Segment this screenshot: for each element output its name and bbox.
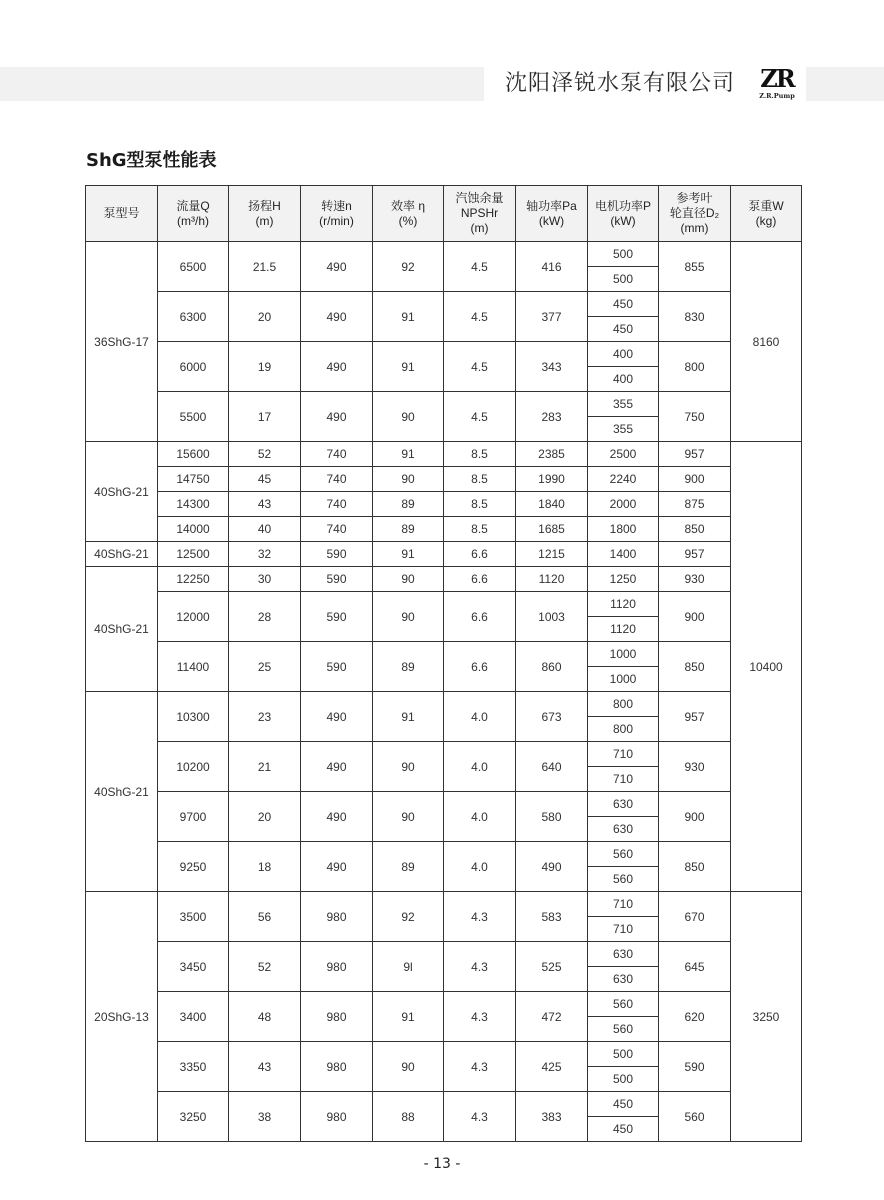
speed-cell: 980 (301, 1042, 373, 1092)
table-row (86, 242, 802, 267)
company-logo (755, 66, 799, 108)
model-cell: 40ShG-21 (86, 567, 158, 692)
shaft-power-cell: 490 (516, 842, 588, 892)
column-header (444, 186, 516, 242)
header-band-right (806, 67, 884, 101)
flow-cell: 3400 (158, 992, 229, 1042)
flow-cell: 3500 (158, 892, 229, 942)
shaft-power-cell: 377 (516, 292, 588, 342)
efficiency-cell: 91 (373, 992, 444, 1042)
table-row (86, 567, 802, 592)
column-header-text: 电机功率P (594, 198, 651, 213)
head-cell: 43 (229, 1042, 301, 1092)
npshr-cell: 4.3 (444, 892, 516, 942)
table-row (86, 992, 802, 1017)
column-header-text: 转速n (321, 198, 352, 213)
model-cell: 40ShG-21 (86, 542, 158, 567)
table-header-row (86, 186, 802, 242)
motor-power-cell: 450 (588, 1092, 659, 1117)
table-row (86, 1042, 802, 1067)
motor-power-cell: 800 (588, 717, 659, 742)
head-cell: 28 (229, 592, 301, 642)
flow-cell: 3350 (158, 1042, 229, 1092)
flow-cell: 9250 (158, 842, 229, 892)
speed-cell: 980 (301, 992, 373, 1042)
efficiency-cell: 88 (373, 1092, 444, 1142)
column-header-text: (%) (398, 213, 418, 228)
efficiency-cell: 9l (373, 942, 444, 992)
flow-cell: 11400 (158, 642, 229, 692)
column-header (301, 186, 373, 242)
impeller-diameter-cell: 850 (659, 517, 731, 542)
head-cell: 38 (229, 1092, 301, 1142)
head-cell: 45 (229, 467, 301, 492)
head-cell: 30 (229, 567, 301, 592)
efficiency-cell: 90 (373, 792, 444, 842)
motor-power-cell: 710 (588, 917, 659, 942)
impeller-diameter-cell: 957 (659, 692, 731, 742)
table-row (86, 642, 802, 667)
speed-cell: 590 (301, 592, 373, 642)
shaft-power-cell: 1215 (516, 542, 588, 567)
flow-cell: 6000 (158, 342, 229, 392)
motor-power-cell: 1000 (588, 667, 659, 692)
speed-cell: 490 (301, 242, 373, 292)
motor-power-cell: 1400 (588, 542, 659, 567)
column-header-text: (kW) (538, 213, 565, 228)
logo-subtitle: Z.R.Pump (759, 92, 795, 100)
motor-power-cell: 2240 (588, 467, 659, 492)
column-header (516, 186, 588, 242)
motor-power-cell: 710 (588, 767, 659, 792)
column-header-text: 轴功率Pa (526, 198, 577, 213)
shaft-power-cell: 640 (516, 742, 588, 792)
logo-mark: ZR (760, 64, 794, 93)
npshr-cell: 8.5 (444, 442, 516, 467)
head-cell: 23 (229, 692, 301, 742)
efficiency-cell: 92 (373, 892, 444, 942)
speed-cell: 980 (301, 1092, 373, 1142)
shaft-power-cell: 416 (516, 242, 588, 292)
motor-power-cell: 1250 (588, 567, 659, 592)
npshr-cell: 6.6 (444, 592, 516, 642)
speed-cell: 490 (301, 742, 373, 792)
table-row (86, 392, 802, 417)
head-cell: 17 (229, 392, 301, 442)
motor-power-cell: 355 (588, 392, 659, 417)
table-row (86, 442, 802, 467)
npshr-cell: 4.3 (444, 1042, 516, 1092)
column-header-text: 效率 η (390, 198, 425, 213)
npshr-cell: 8.5 (444, 517, 516, 542)
shaft-power-cell: 583 (516, 892, 588, 942)
npshr-cell: 8.5 (444, 467, 516, 492)
motor-power-cell: 1120 (588, 592, 659, 617)
impeller-diameter-cell: 670 (659, 892, 731, 942)
npshr-cell: 6.6 (444, 542, 516, 567)
npshr-cell: 4.0 (444, 792, 516, 842)
motor-power-cell: 710 (588, 742, 659, 767)
flow-cell: 6300 (158, 292, 229, 342)
header-band-left (0, 67, 484, 101)
column-header-text: (kg) (755, 213, 777, 228)
motor-power-cell: 630 (588, 817, 659, 842)
motor-power-cell: 710 (588, 892, 659, 917)
efficiency-cell: 91 (373, 342, 444, 392)
efficiency-cell: 90 (373, 592, 444, 642)
motor-power-cell: 500 (588, 1067, 659, 1092)
motor-power-cell: 1120 (588, 617, 659, 642)
head-cell: 21 (229, 742, 301, 792)
efficiency-cell: 91 (373, 442, 444, 467)
flow-cell: 10300 (158, 692, 229, 742)
table-row (86, 467, 802, 492)
flow-cell: 3450 (158, 942, 229, 992)
motor-power-cell: 1000 (588, 642, 659, 667)
column-header-text: 汽蚀余量 (455, 191, 504, 205)
column-header (158, 186, 229, 242)
impeller-diameter-cell: 855 (659, 242, 731, 292)
model-cell: 20ShG-13 (86, 892, 158, 1142)
npshr-cell: 6.6 (444, 567, 516, 592)
table-row (86, 492, 802, 517)
column-header-text: 轮直径D₂ (669, 206, 720, 220)
head-cell: 52 (229, 942, 301, 992)
flow-cell: 12250 (158, 567, 229, 592)
column-header-text: 扬程H (248, 198, 281, 213)
column-header (731, 186, 802, 242)
head-cell: 43 (229, 492, 301, 517)
motor-power-cell: 800 (588, 692, 659, 717)
efficiency-cell: 89 (373, 642, 444, 692)
shaft-power-cell: 1003 (516, 592, 588, 642)
motor-power-cell: 630 (588, 942, 659, 967)
flow-cell: 10200 (158, 742, 229, 792)
flow-cell: 6500 (158, 242, 229, 292)
npshr-cell: 6.6 (444, 642, 516, 692)
head-cell: 48 (229, 992, 301, 1042)
motor-power-cell: 400 (588, 342, 659, 367)
efficiency-cell: 89 (373, 842, 444, 892)
column-header (659, 186, 731, 242)
shaft-power-cell: 525 (516, 942, 588, 992)
motor-power-cell: 560 (588, 842, 659, 867)
motor-power-cell: 450 (588, 317, 659, 342)
column-header (229, 186, 301, 242)
flow-cell: 14000 (158, 517, 229, 542)
motor-power-cell: 450 (588, 292, 659, 317)
column-header-text: (m) (470, 221, 489, 235)
flow-cell: 14300 (158, 492, 229, 517)
motor-power-cell: 2000 (588, 492, 659, 517)
npshr-cell: 4.0 (444, 842, 516, 892)
motor-power-cell: 560 (588, 867, 659, 892)
shaft-power-cell: 673 (516, 692, 588, 742)
shaft-power-cell: 860 (516, 642, 588, 692)
head-cell: 32 (229, 542, 301, 567)
flow-cell: 3250 (158, 1092, 229, 1142)
motor-power-cell: 630 (588, 967, 659, 992)
table-row (86, 542, 802, 567)
speed-cell: 490 (301, 792, 373, 842)
npshr-cell: 4.5 (444, 242, 516, 292)
head-cell: 18 (229, 842, 301, 892)
npshr-cell: 4.3 (444, 1092, 516, 1142)
speed-cell: 590 (301, 642, 373, 692)
efficiency-cell: 89 (373, 517, 444, 542)
npshr-cell: 4.5 (444, 392, 516, 442)
company-name: 沈阳泽锐水泵有限公司 (505, 71, 736, 96)
column-header-text: 泵型号 (103, 206, 140, 220)
model-cell: 40ShG-21 (86, 442, 158, 542)
speed-cell: 490 (301, 692, 373, 742)
table-row (86, 842, 802, 867)
speed-cell: 590 (301, 542, 373, 567)
weight-cell: 10400 (731, 442, 802, 892)
impeller-diameter-cell: 830 (659, 292, 731, 342)
flow-cell: 12000 (158, 592, 229, 642)
shaft-power-cell: 1840 (516, 492, 588, 517)
speed-cell: 740 (301, 517, 373, 542)
motor-power-cell: 400 (588, 367, 659, 392)
head-cell: 20 (229, 792, 301, 842)
motor-power-cell: 500 (588, 242, 659, 267)
model-cell: 40ShG-21 (86, 692, 158, 892)
head-cell: 56 (229, 892, 301, 942)
efficiency-cell: 90 (373, 392, 444, 442)
impeller-diameter-cell: 620 (659, 992, 731, 1042)
motor-power-cell: 630 (588, 792, 659, 817)
shaft-power-cell: 1120 (516, 567, 588, 592)
npshr-cell: 4.3 (444, 992, 516, 1042)
shaft-power-cell: 2385 (516, 442, 588, 467)
head-cell: 19 (229, 342, 301, 392)
motor-power-cell: 500 (588, 1042, 659, 1067)
column-header-text: (m³/h) (177, 213, 209, 228)
shaft-power-cell: 343 (516, 342, 588, 392)
impeller-diameter-cell: 930 (659, 567, 731, 592)
impeller-diameter-cell: 957 (659, 442, 731, 467)
table-row (86, 942, 802, 967)
efficiency-cell: 89 (373, 492, 444, 517)
speed-cell: 740 (301, 442, 373, 467)
head-cell: 25 (229, 642, 301, 692)
speed-cell: 980 (301, 892, 373, 942)
efficiency-cell: 92 (373, 242, 444, 292)
impeller-diameter-cell: 900 (659, 467, 731, 492)
column-header-text: 参考叶 (676, 191, 713, 205)
npshr-cell: 8.5 (444, 492, 516, 517)
impeller-diameter-cell: 645 (659, 942, 731, 992)
column-header (588, 186, 659, 242)
table-body (86, 242, 802, 1142)
npshr-cell: 4.0 (444, 692, 516, 742)
column-header-text: NPSHr (460, 206, 499, 220)
table-row (86, 792, 802, 817)
table-row (86, 892, 802, 917)
shaft-power-cell: 472 (516, 992, 588, 1042)
speed-cell: 490 (301, 292, 373, 342)
table-row (86, 592, 802, 617)
speed-cell: 980 (301, 942, 373, 992)
impeller-diameter-cell: 850 (659, 642, 731, 692)
speed-cell: 490 (301, 342, 373, 392)
efficiency-cell: 91 (373, 692, 444, 742)
motor-power-cell: 560 (588, 992, 659, 1017)
efficiency-cell: 90 (373, 467, 444, 492)
speed-cell: 590 (301, 567, 373, 592)
npshr-cell: 4.5 (444, 342, 516, 392)
table-row (86, 692, 802, 717)
efficiency-cell: 91 (373, 292, 444, 342)
impeller-diameter-cell: 590 (659, 1042, 731, 1092)
weight-cell: 8160 (731, 242, 802, 442)
page-number: - 13 - (423, 1156, 461, 1172)
motor-power-cell: 2500 (588, 442, 659, 467)
table-row (86, 342, 802, 367)
npshr-cell: 4.0 (444, 742, 516, 792)
page-title: ShG型泵性能表 (86, 150, 217, 171)
flow-cell: 14750 (158, 467, 229, 492)
impeller-diameter-cell: 750 (659, 392, 731, 442)
impeller-diameter-cell: 560 (659, 1092, 731, 1142)
motor-power-cell: 1800 (588, 517, 659, 542)
column-header-text: (m) (255, 213, 274, 228)
table-row (86, 1092, 802, 1117)
impeller-diameter-cell: 957 (659, 542, 731, 567)
impeller-diameter-cell: 900 (659, 592, 731, 642)
table-row (86, 292, 802, 317)
head-cell: 20 (229, 292, 301, 342)
speed-cell: 490 (301, 842, 373, 892)
column-header-text: (r/min) (319, 213, 354, 228)
speed-cell: 490 (301, 392, 373, 442)
motor-power-cell: 560 (588, 1017, 659, 1042)
impeller-diameter-cell: 900 (659, 792, 731, 842)
column-header-text: (mm) (680, 221, 709, 235)
shaft-power-cell: 1685 (516, 517, 588, 542)
motor-power-cell: 500 (588, 267, 659, 292)
column-header-text: 流量Q (176, 198, 210, 213)
column-header-text: 泵重W (748, 198, 784, 213)
shaft-power-cell: 383 (516, 1092, 588, 1142)
shaft-power-cell: 1990 (516, 467, 588, 492)
npshr-cell: 4.5 (444, 292, 516, 342)
column-header-text: (kW) (610, 213, 636, 228)
column-header (373, 186, 444, 242)
column-header (86, 186, 158, 242)
impeller-diameter-cell: 850 (659, 842, 731, 892)
flow-cell: 9700 (158, 792, 229, 842)
efficiency-cell: 90 (373, 742, 444, 792)
flow-cell: 5500 (158, 392, 229, 442)
impeller-diameter-cell: 875 (659, 492, 731, 517)
table-row (86, 517, 802, 542)
motor-power-cell: 450 (588, 1117, 659, 1142)
shaft-power-cell: 580 (516, 792, 588, 842)
impeller-diameter-cell: 930 (659, 742, 731, 792)
head-cell: 52 (229, 442, 301, 467)
weight-cell: 3250 (731, 892, 802, 1142)
head-cell: 40 (229, 517, 301, 542)
model-cell: 36ShG-17 (86, 242, 158, 442)
efficiency-cell: 90 (373, 1042, 444, 1092)
performance-table (85, 185, 802, 1142)
shaft-power-cell: 425 (516, 1042, 588, 1092)
efficiency-cell: 90 (373, 567, 444, 592)
motor-power-cell: 355 (588, 417, 659, 442)
speed-cell: 740 (301, 467, 373, 492)
npshr-cell: 4.3 (444, 942, 516, 992)
flow-cell: 15600 (158, 442, 229, 467)
head-cell: 21.5 (229, 242, 301, 292)
speed-cell: 740 (301, 492, 373, 517)
shaft-power-cell: 283 (516, 392, 588, 442)
impeller-diameter-cell: 800 (659, 342, 731, 392)
table-row (86, 742, 802, 767)
efficiency-cell: 91 (373, 542, 444, 567)
flow-cell: 12500 (158, 542, 229, 567)
